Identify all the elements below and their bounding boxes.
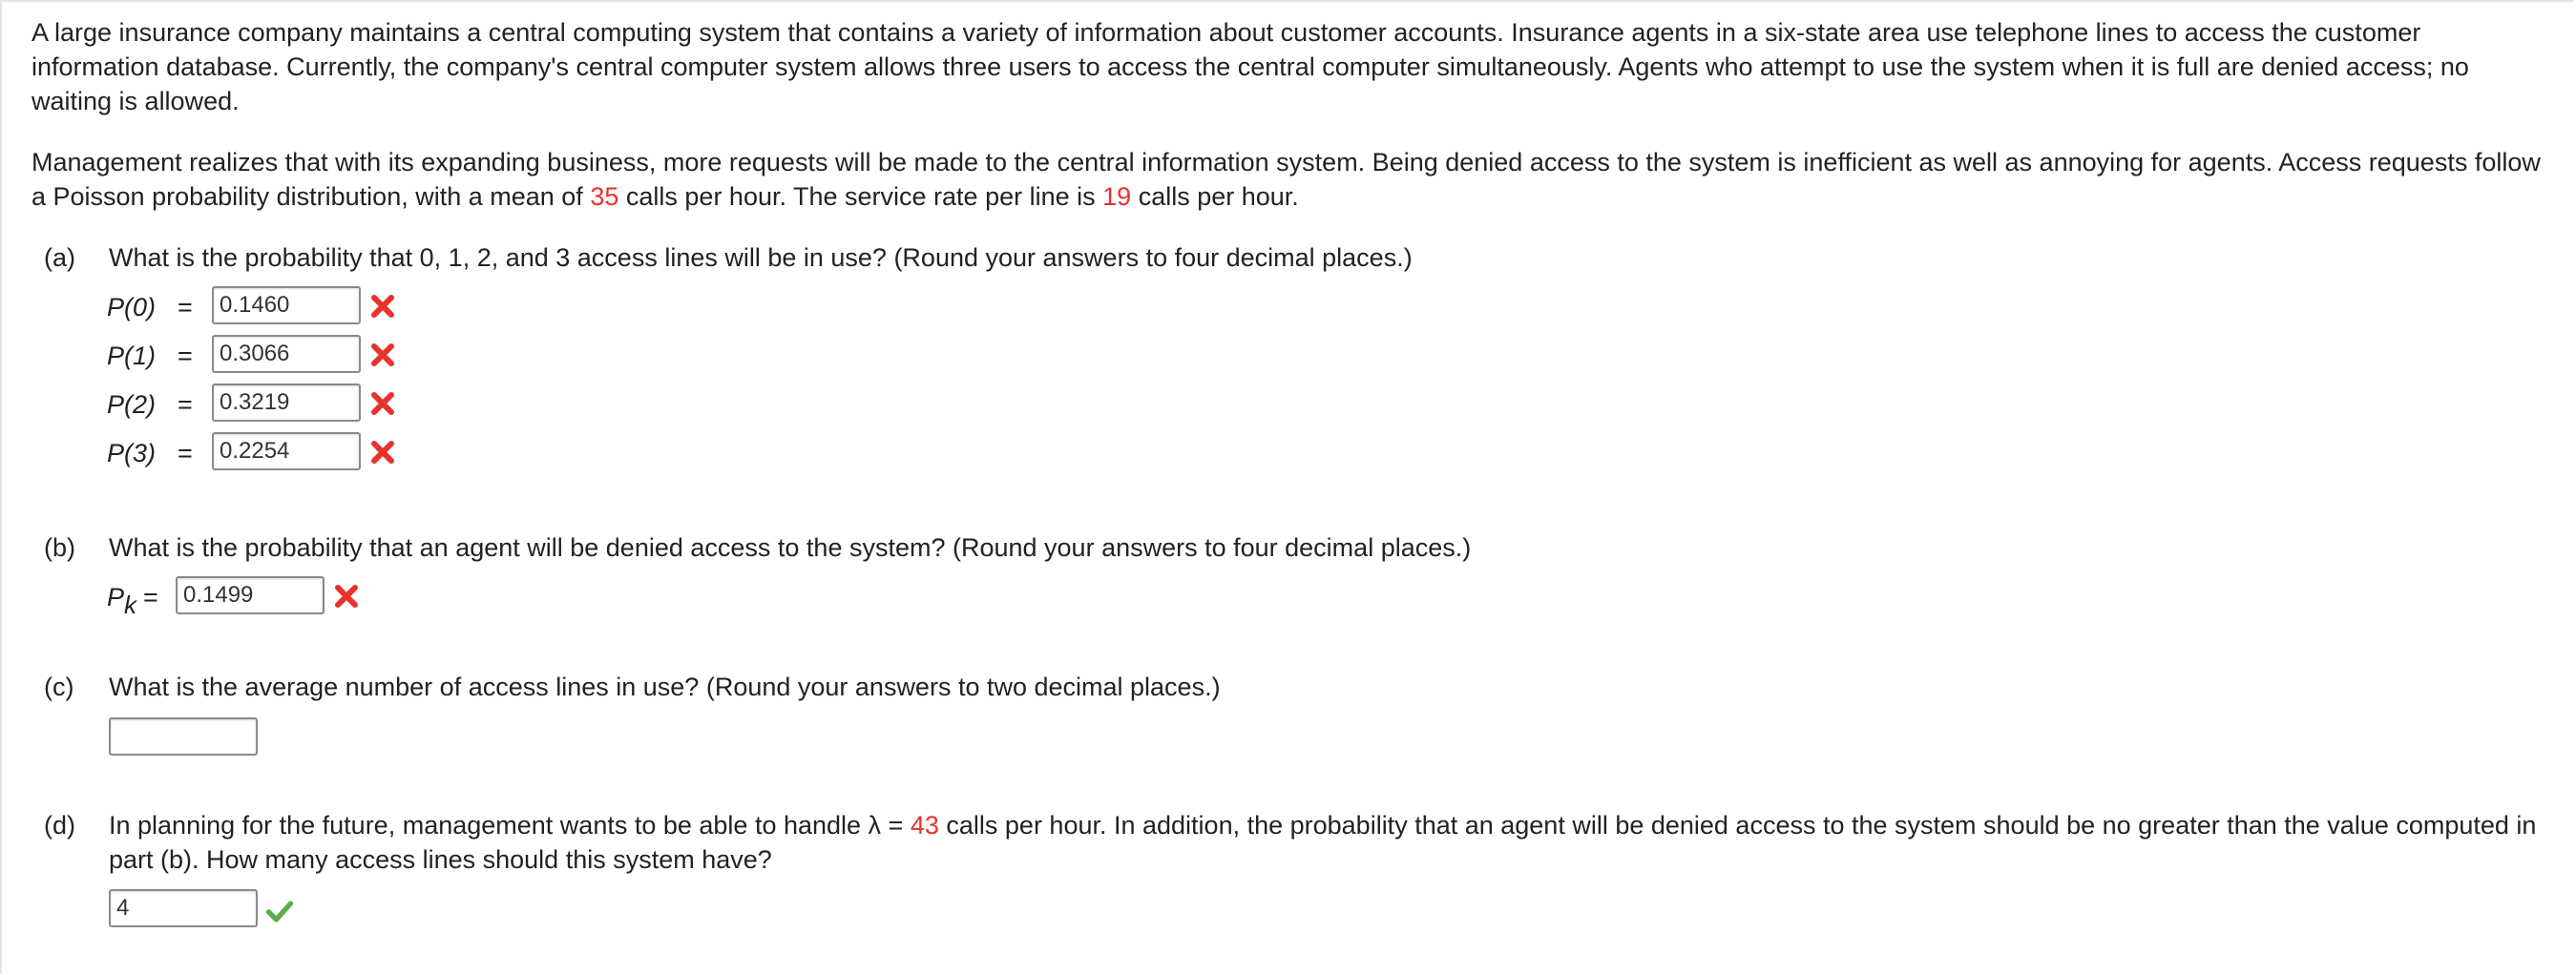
p2-input[interactable] [212,384,361,422]
p2-label: P(2) [107,390,157,419]
part-c-letter: (c) [44,673,74,701]
intro-paragraph-2-text-a: Management realizes that with its expanding business, more requests will be made to the central information system. Being denied access to the system is inefficient as well as annoying for agents. Access requests follow a Poisson probability distribution, with a mean of [31,148,2541,211]
part-a-letter: (a) [44,243,75,272]
lambda-value: 43 [910,811,939,840]
part-d-letter: (d) [44,811,75,840]
p0-label: P(0) [107,293,157,322]
p3-equals: = [178,439,193,467]
p1-label: P(1) [107,342,157,370]
x-mark-icon [368,438,397,467]
intro-paragraph-2-text-c: calls per hour. [1138,182,1299,211]
mean-rate-value: 35 [590,182,619,211]
p2-equals: = [178,390,193,419]
intro-paragraph-1: A large insurance company maintains a central computing system that contains a variety of information about customer accounts. Insurance agents in a six-state area use telephone lines to access the customer information database. Currently, the company's central computer system allows three users to access the central computer simultaneously. Agents who attempt to use the system when it is full are denied access; no waiting is allowed. [31,18,2469,115]
p0-equals: = [178,293,193,322]
x-mark-icon [368,292,397,321]
part-b-text: What is the probability that an agent will be denied access to the system? (Round your answers to four decimal places.) [109,533,1472,562]
x-mark-icon [332,582,361,611]
average-lines-input[interactable] [109,717,258,756]
part-c-text: What is the average number of access lines in use? (Round your answers to two decimal places.) [109,673,1221,701]
check-mark-icon [265,897,294,925]
p3-input[interactable] [212,432,361,470]
x-mark-icon [368,341,397,369]
part-a-text: What is the probability that 0, 1, 2, and 3 access lines will be in use? (Round your answers to four decimal places.) [109,243,1413,272]
p1-input[interactable] [212,335,361,373]
intro-paragraph-2-text-b: calls per hour. The service rate per line is [625,182,1096,211]
intro-paragraph-2 [31,145,2551,214]
part-d-text: In planning for the future, management wants to be able to handle λ = 43 calls per hour. In addition, the probability that an agent will be denied access to the system should be no greater than the value computed in part (b). How many access lines should this system have? [109,811,2537,874]
p1-equals: = [178,342,193,370]
access-lines-input[interactable] [109,889,258,927]
pk-input[interactable] [176,576,325,614]
x-mark-icon [368,389,397,418]
pk-equals: = [143,583,158,612]
p0-input[interactable] [212,286,361,324]
pk-label: Pk [107,583,137,619]
part-b-letter: (b) [44,533,75,562]
p3-label: P(3) [107,439,157,467]
service-rate-value: 19 [1102,182,1132,211]
